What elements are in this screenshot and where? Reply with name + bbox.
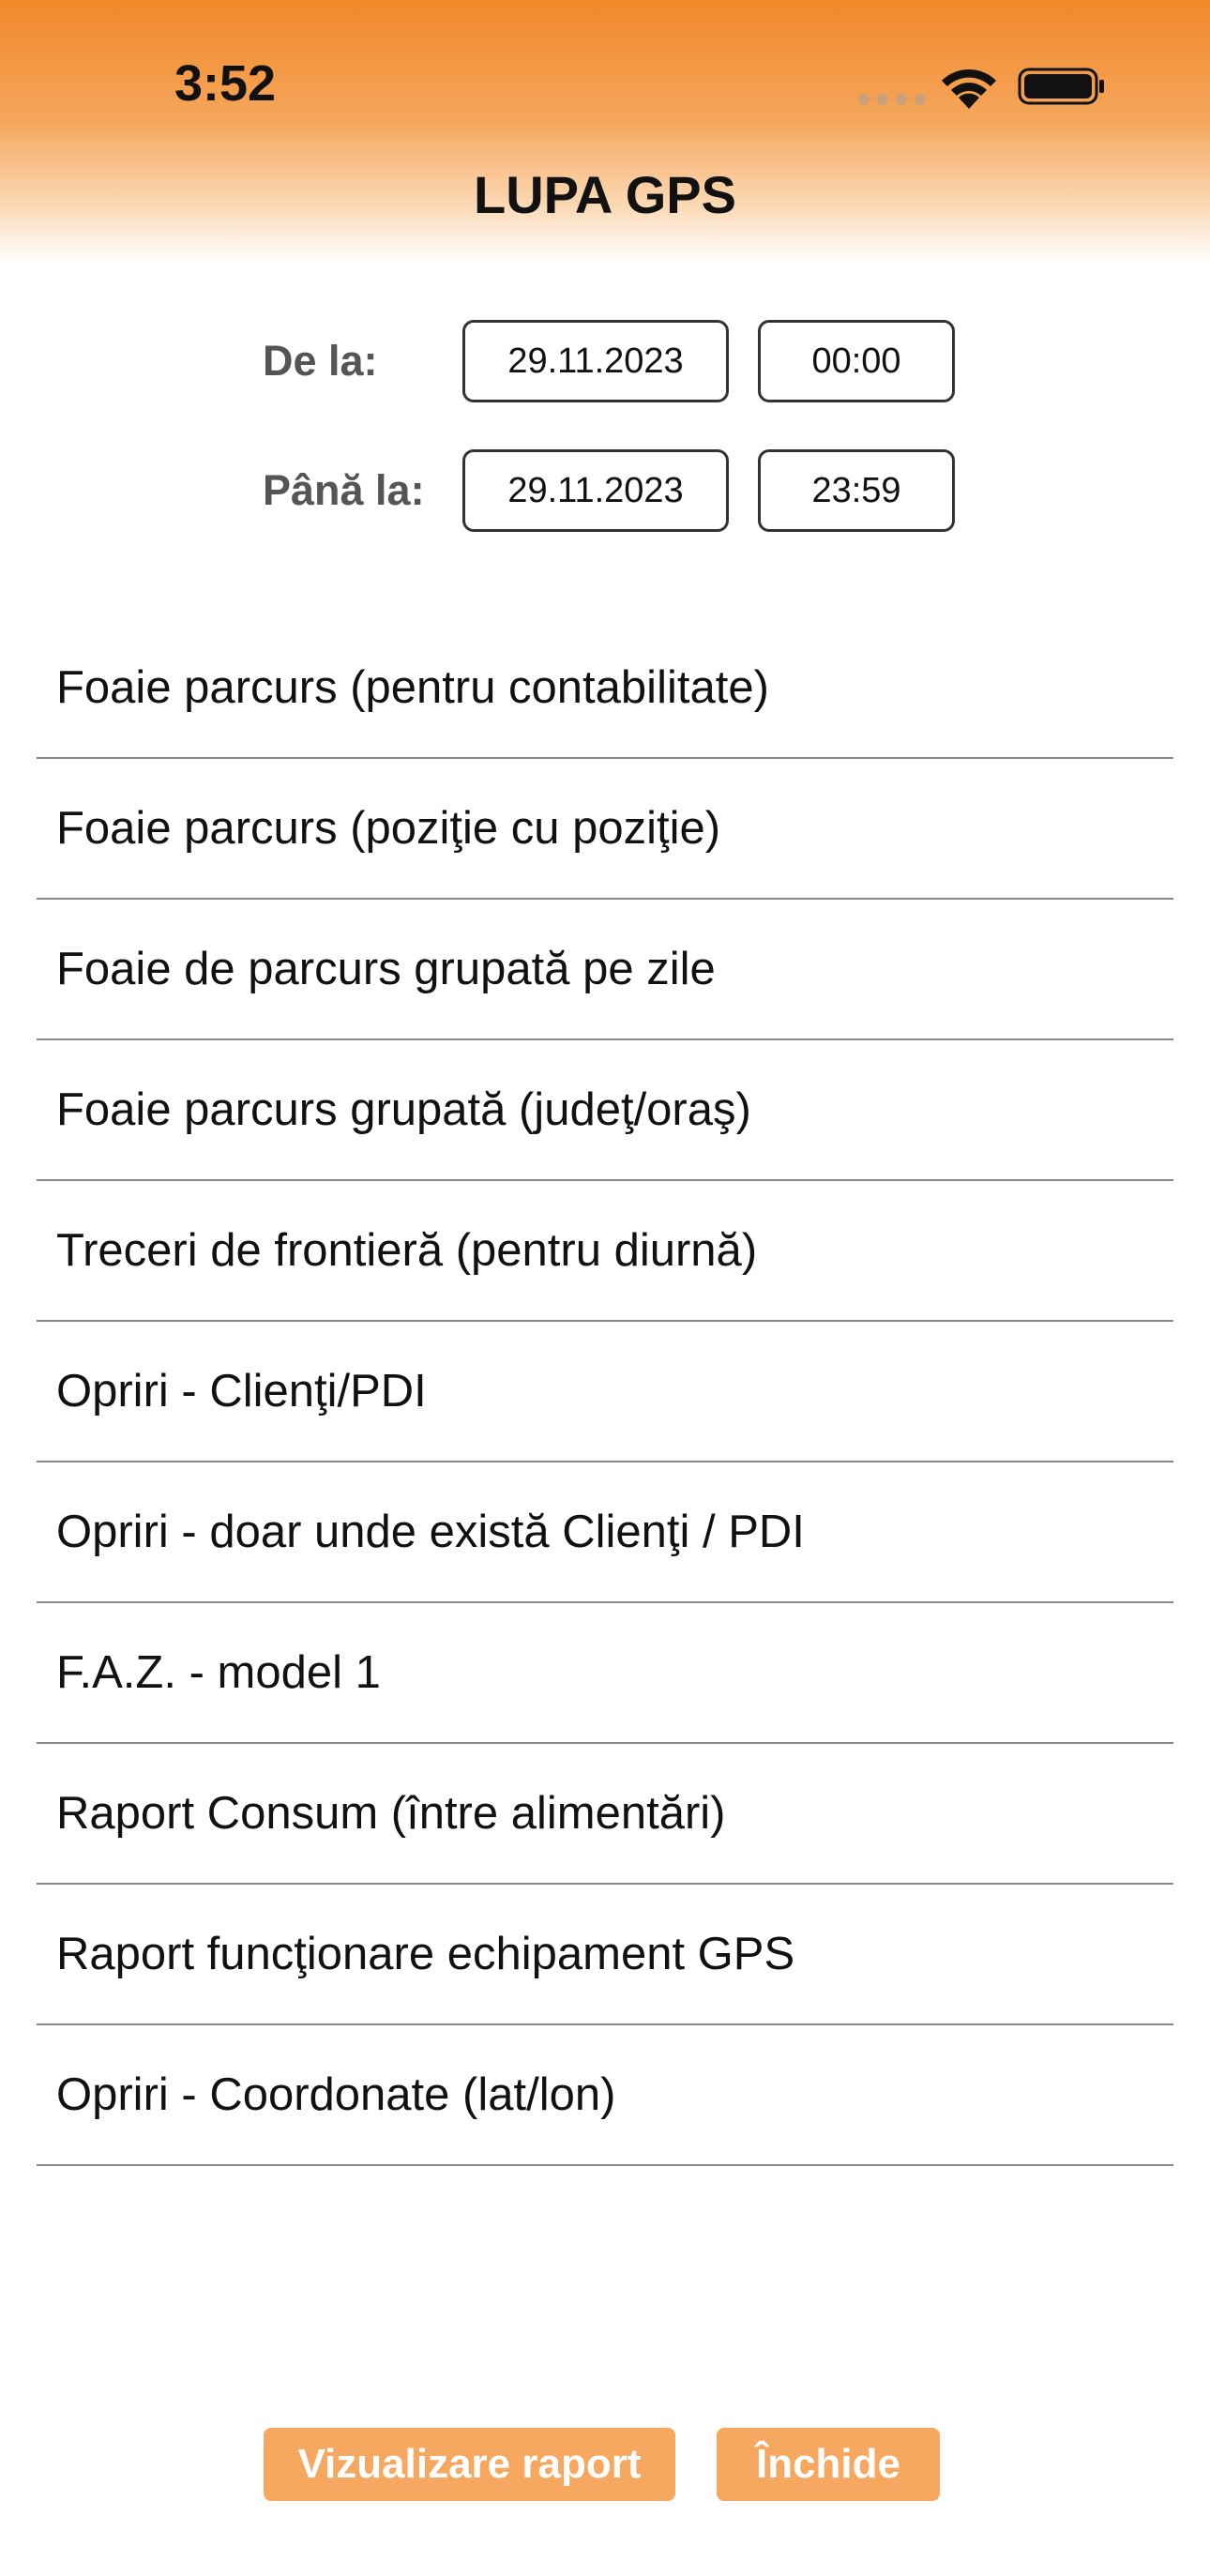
to-label: Până la: (263, 466, 425, 514)
from-time-field[interactable]: 00:00 (758, 320, 955, 402)
report-item[interactable]: Foaie de parcurs grupată pe zile (37, 900, 1173, 1040)
to-date-field[interactable]: 29.11.2023 (462, 449, 729, 532)
app-title: LUPA GPS (473, 165, 737, 224)
to-row (263, 449, 955, 532)
report-item[interactable]: Raport Consum (între alimentări) (37, 1744, 1173, 1885)
report-item[interactable]: Foaie parcurs grupată (judeţ/oraş) (37, 1040, 1173, 1181)
cellular-signal-icon (858, 94, 926, 105)
wifi-icon (938, 62, 1000, 111)
report-item[interactable]: Foaie parcurs (poziţie cu poziţie) (37, 759, 1173, 900)
close-button[interactable]: Închide (717, 2428, 940, 2501)
to-time-field[interactable]: 23:59 (758, 449, 955, 532)
battery-icon (1018, 66, 1106, 107)
from-date-field[interactable]: 29.11.2023 (462, 320, 729, 402)
view-report-button[interactable]: Vizualizare raport (264, 2428, 675, 2501)
report-item[interactable]: Opriri - Clienţi/PDI (37, 1322, 1173, 1462)
report-item[interactable]: Treceri de frontieră (pentru diurnă) (37, 1181, 1173, 1322)
app-header (0, 0, 1210, 263)
status-time: 3:52 (174, 55, 277, 112)
from-label: De la: (263, 337, 378, 385)
report-item[interactable]: Raport funcţionare echipament GPS (37, 1885, 1173, 2025)
report-item[interactable]: Opriri - Coordonate (lat/lon) (37, 2025, 1173, 2166)
report-item[interactable]: Opriri - doar unde există Clienţi / PDI (37, 1462, 1173, 1603)
from-row (263, 320, 955, 402)
report-item[interactable]: F.A.Z. - model 1 (37, 1603, 1173, 1744)
report-item[interactable]: Foaie parcurs (pentru contabilitate) (37, 618, 1173, 759)
report-list (37, 618, 1173, 2166)
